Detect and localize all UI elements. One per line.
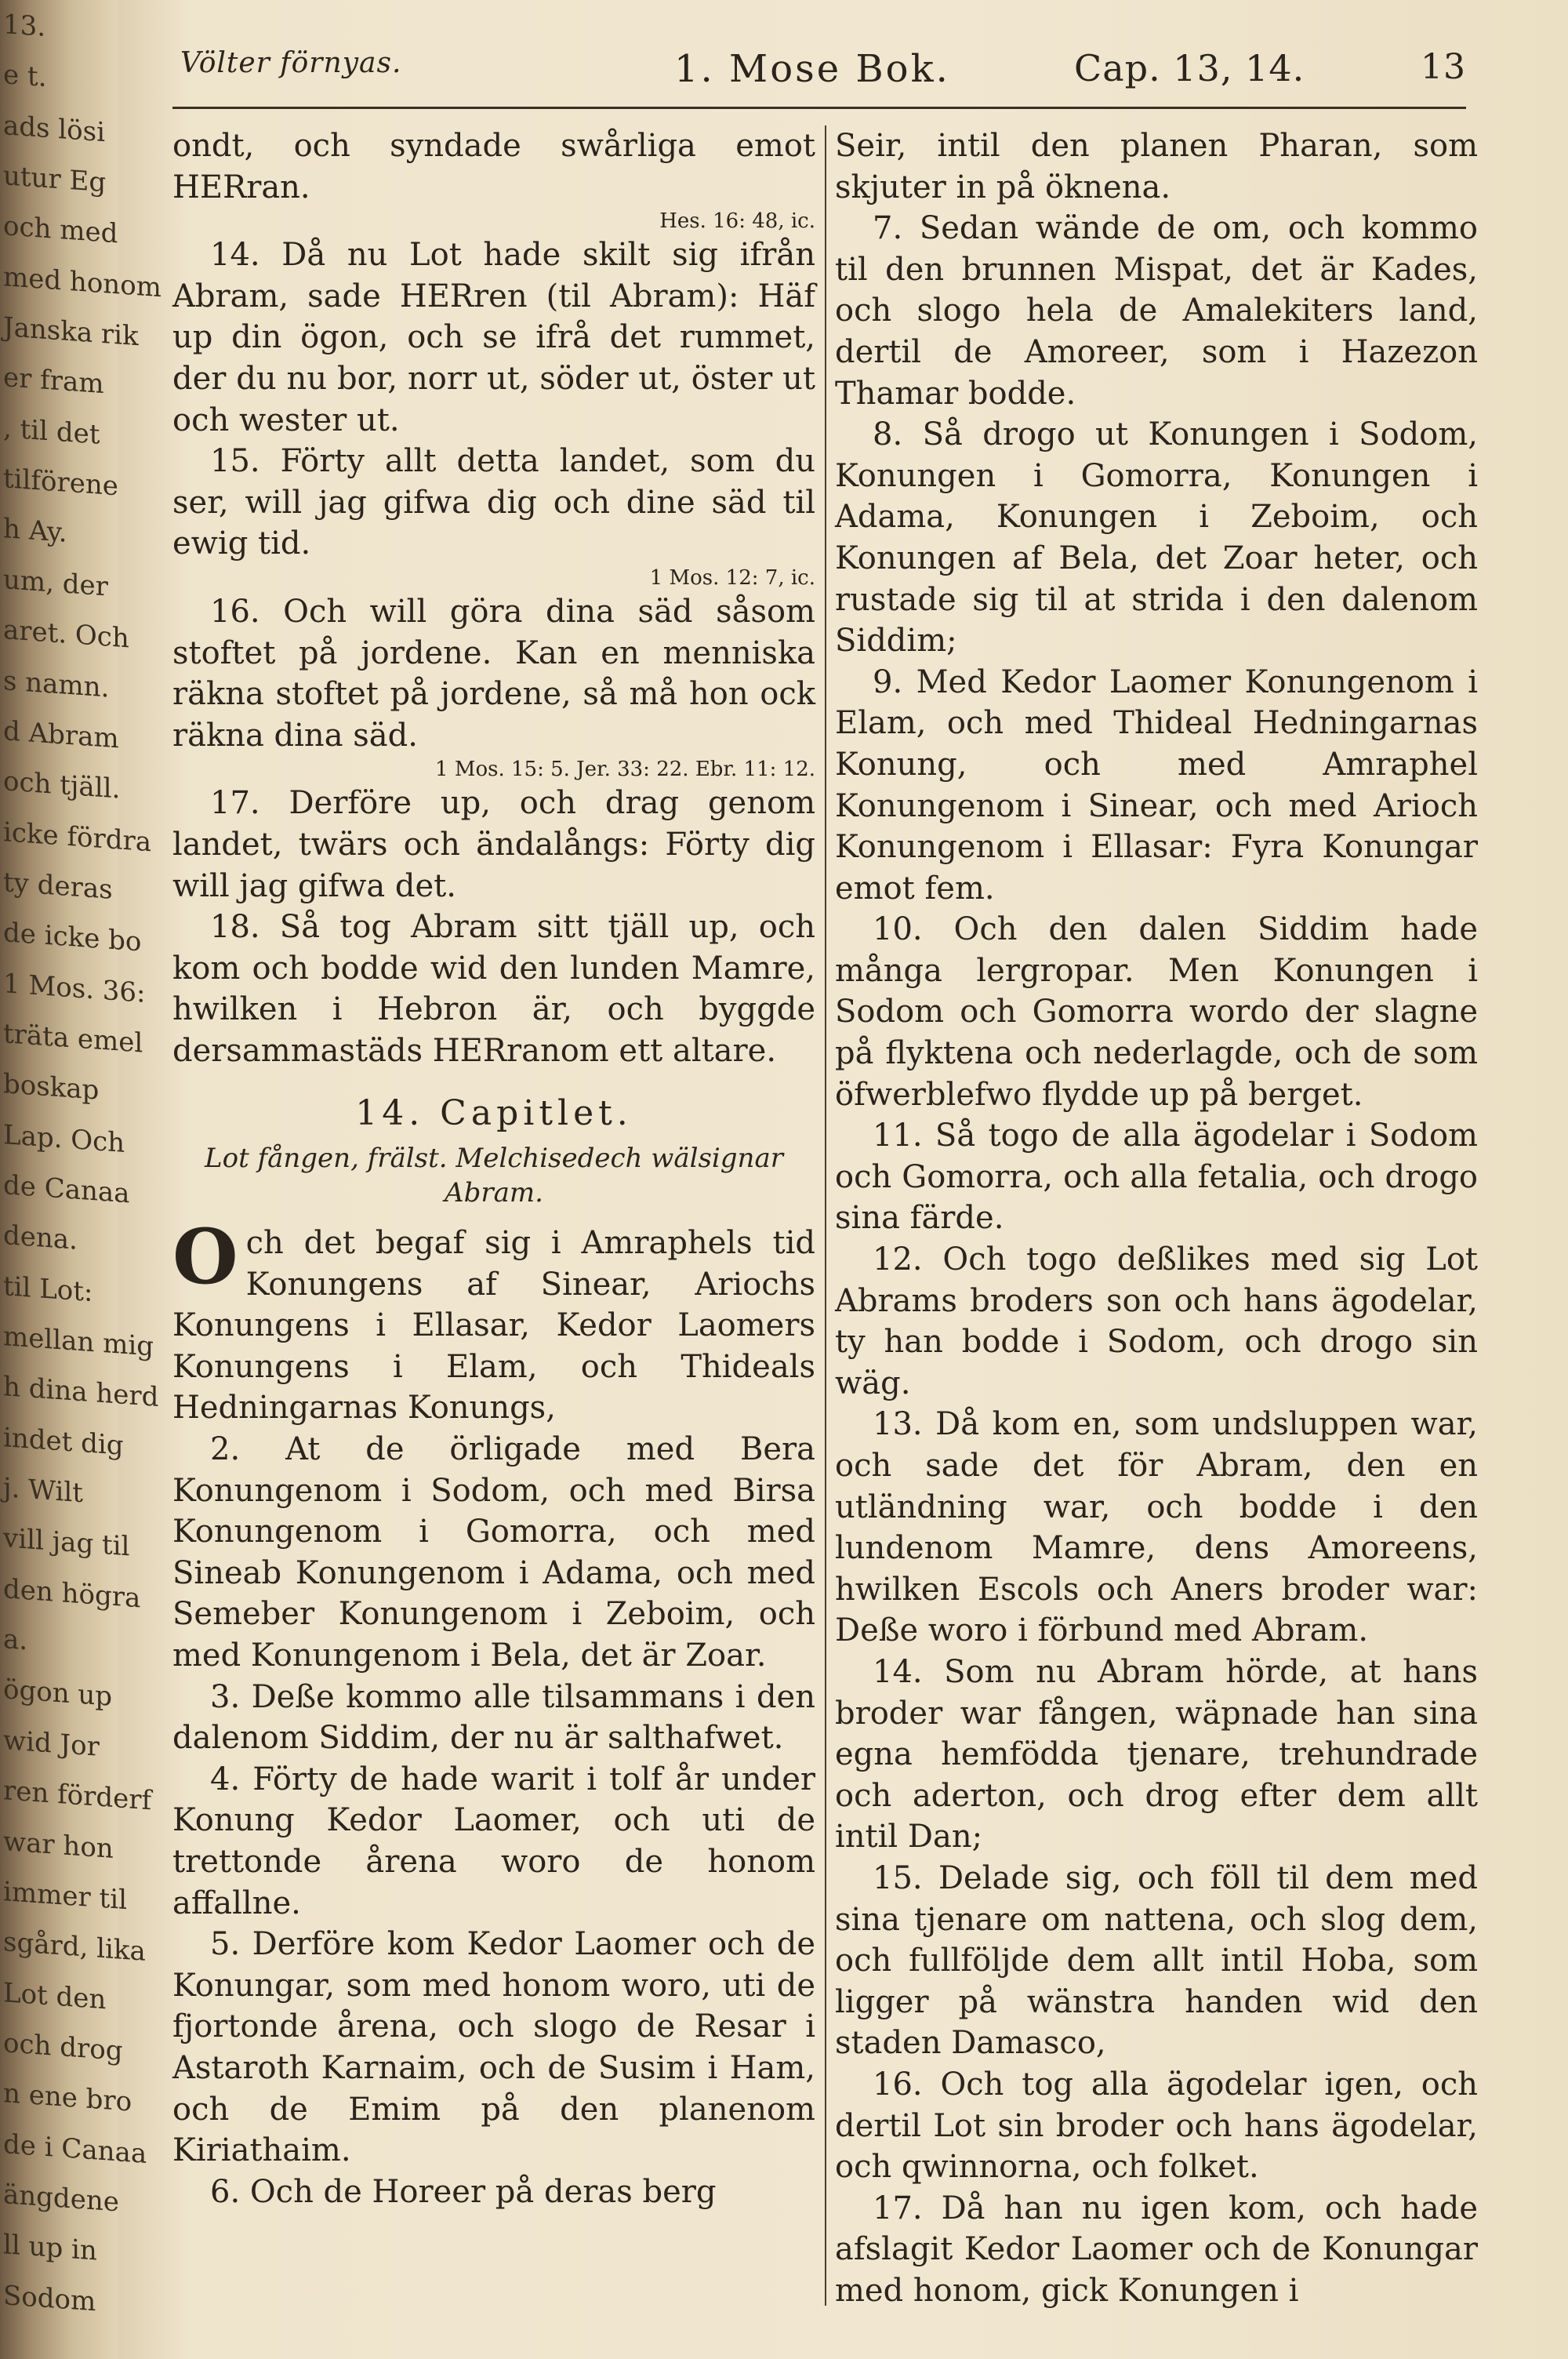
verse-15: 15. Förty allt detta landet, som du ser, will jag gifwa dig och dine säd til ewig tid. [172, 443, 815, 562]
cross-reference: Hes. 16: 48, ic. [659, 209, 815, 234]
verse-16: 16. Och will göra dina säd såsom stoftet på jordene. Kan en menniska räkna stoftet på jordene, så må hon ock räkna dina säd. [172, 593, 815, 754]
previous-page-fragment: h Ay. [3, 513, 67, 550]
left-column [172, 125, 815, 2321]
verse-6-continuation: Seir, intil den planen Pharan, som skjuter in på öknena. [835, 128, 1478, 205]
previous-page-fragment: Lap. Och [3, 1118, 125, 1159]
previous-page-fragment: ll up in [3, 2229, 97, 2267]
previous-page-fragment: aret. Och [3, 614, 129, 655]
previous-page-fragment: Lot den [3, 1976, 107, 2016]
verse-14-right: 14. Som nu Abram hörde, at hans broder war fången, wäpnade han sina egna hemfödda tjenare, trehundrade och aderton, och drog efter dem allt intil Dan; [835, 1653, 1478, 1856]
previous-page-fragment: de Canaa [3, 1169, 130, 1210]
chapter-reference: Cap. 13, 14. [1074, 47, 1305, 89]
book-title: 1. Mose Bok. [674, 47, 950, 91]
previous-page-fragment: och drog [3, 2027, 123, 2067]
previous-page-fragment: icke fördra [3, 816, 152, 858]
previous-page-fragment: ögon up [3, 1674, 113, 1714]
right-column [835, 125, 1478, 2321]
verse-1 [172, 1212, 815, 1429]
previous-page-fragment: d Abram [3, 714, 119, 755]
previous-page-fragment: immer til [3, 1875, 127, 1917]
previous-page-fragment: Janska rik [3, 311, 139, 353]
verse-5: 5. Derföre kom Kedor Laomer och de Konungar, som med honom woro, uti de fjortonde årena, och slogo de Resar i Astaroth Karnaim, och de Susim i Ham, och de Emim på den planenom Kiriathaim. [172, 1926, 815, 2169]
chapter-heading: 14. Capitlet. [355, 1093, 633, 1134]
previous-page-fragment: indet dig [3, 1421, 124, 1462]
previous-page-fragment: utur Eg [3, 160, 107, 199]
previous-page-fragment: war hon [3, 1825, 114, 1865]
book-page [172, 31, 1478, 2329]
previous-page-edge [0, 0, 162, 2359]
verse-18: 18. Så tog Abram sitt tjäll up, och kom och bodde wid den lunden Mamre, hwilken i Hebron är, och byggde dersammastäds HERranom ett altare. [172, 909, 815, 1069]
previous-page-fragment: och med [3, 210, 118, 250]
verse-9: 9. Med Kedor Laomer Konungenom i Elam, och med Thideal Hedningarnas Konung, och med Amraphel Konungenom i Sinear, och med Arioch Konungenom i Ellasar: Fyra Konungar emot fem. [835, 663, 1478, 907]
previous-page-fragment: träta emel [3, 1018, 143, 1060]
verse-16-right: 16. Och tog alla ägodelar igen, och dertil Lot sin broder och hans ägodelar, och qwinnorna, och folket. [835, 2066, 1478, 2186]
page-number: 13 [1421, 47, 1466, 87]
verse-2: 2. At de örligade med Bera Konungenom i Sodom, och med Birsa Konungenom i Gomorra, och med Sineab Konungenom i Adama, och med Semeber Konungenom i Zeboim, och med Konungenom i Bela, det är Zoar. [172, 1431, 815, 1674]
cross-reference: 1 Mos. 12: 7, ic. [649, 565, 815, 590]
verse-12: 12. Och togo deßlikes med sig Lot Abrams broders son och hans ägodelar, ty han bodde i Sodom, och drogo sin wäg. [835, 1241, 1478, 1401]
verse-17-right: 17. Då han nu igen kom, och hade afslagit Kedor Laomer och de Konungar med honom, gick Konungen i [835, 2190, 1478, 2309]
verse-3: 3. Deße kommo alle tilsammans i den dalenom Siddim, der nu är salthafwet. [172, 1678, 815, 1757]
previous-page-fragment: e t. [3, 59, 47, 94]
previous-page-fragment: den högra [3, 1572, 141, 1615]
chapter-summary: Lot fången, frälst. Melchisedech wälsignar Abram. [205, 1143, 783, 1209]
verse-6: 6. Och de Horeer på deras berg [210, 2173, 717, 2210]
drop-capital: O [172, 1212, 238, 1302]
verse-1-text: ch det begaf sig i Amraphels tid Konungens af Sinear, Ariochs Konungens i Ellasar, Kedor Laomers Konungens i Elam, och Thideals Hedningarnas Konungs, [172, 1225, 815, 1427]
cross-reference: 1 Mos. 15: 5. Jer. 33: 22. Ebr. 11: 12. [435, 758, 815, 782]
previous-page-fragment: wid Jor [3, 1724, 100, 1763]
previous-page-fragment: , til det [3, 412, 100, 451]
previous-page-fragment: n ene bro [3, 2077, 132, 2118]
verse-15-right: 15. Delade sig, och föll til dem med sina tjenare om nattena, och slog dem, och fullföljde dem allt intil Hoba, som ligger på wänstra handen wid den staden Damasco, [835, 1859, 1478, 2062]
previous-page-fragment: h dina herd [3, 1371, 159, 1414]
previous-page-fragment: Sodom [3, 2279, 96, 2318]
previous-page-fragment: a. [3, 1623, 28, 1657]
previous-page-fragment: ängdene [3, 2179, 119, 2219]
running-title-left: Völter förnyas. [180, 47, 402, 79]
previous-page-fragment: sgård, lika [3, 1926, 146, 1968]
verse-4: 4. Förty de hade warit i tolf år under Konung Kedor Laomer, och uti de trettonde årena woro de honom affallne. [172, 1761, 815, 1921]
previous-page-fragment: vill jag til [3, 1522, 130, 1563]
previous-page-fragment: til Lot: [3, 1270, 93, 1308]
previous-page-fragment: ty deras [3, 867, 113, 906]
verse-14: 14. Då nu Lot hade skilt sig ifrån Abram, sade HERren (til Abram): Häf up din ögon, och se ifrå det rummet, der du nu bor, norr ut, söder ut, öster ut och wester ut. [172, 237, 815, 438]
previous-page-fragment: er fram [3, 362, 104, 401]
previous-page-fragment: ren förderf [3, 1775, 152, 1817]
verse-10: 10. Och den dalen Siddim hade många lergropar. Men Konungen i Sodom och Gomorra wordo der slagne på flyktena och nederlagde, och de som öfwerblefwo flydde up på berget. [835, 911, 1478, 1113]
previous-page-fragment: s namn. [3, 664, 110, 704]
running-header [172, 47, 1466, 102]
previous-page-fragment: tilförene [3, 463, 118, 503]
previous-page-fragment: de icke bo [3, 917, 142, 958]
previous-page-fragment: med honom [3, 260, 162, 304]
column-divider [825, 125, 826, 2306]
previous-page-fragment: och tjäll. [3, 765, 121, 805]
previous-page-fragment: um, der [3, 563, 108, 603]
verse-text: ondt, och syndade swårliga emot HERran. [172, 128, 815, 205]
previous-page-fragment: de i Canaa [3, 2128, 147, 2170]
previous-page-fragment: boskap [3, 1068, 100, 1107]
previous-page-fragment: 13. [3, 9, 46, 43]
verse-17: 17. Derföre up, och drag genom landet, twärs och ändalångs: Förty dig will jag gifwa det. [172, 785, 815, 904]
verse-11: 11. Så togo de alla ägodelar i Sodom och Gomorra, och alla fetalia, och drogo sina färde. [835, 1118, 1478, 1237]
previous-page-fragment: j. Wilt [3, 1472, 83, 1510]
verse-13: 13. Då kom en, som undsluppen war, och sade det för Abram, den en utländning war, och bodde i den lundenom Mamre, dens Amoreens, hwilken Escols och Aners broder war: Deße woro i förbund med Abram. [835, 1406, 1478, 1649]
previous-page-fragment: mellan mig [3, 1321, 154, 1363]
verse-8: 8. Så drogo ut Konungen i Sodom, Konungen i Gomorra, Konungen i Adama, Konungen i Zeboim, och Konungen af Bela, det Zoar heter, och rustade sig til at strida i den dalenom Siddim; [835, 416, 1478, 660]
previous-page-fragment: dena. [3, 1219, 78, 1257]
previous-page-fragment: 1 Mos. 36: [3, 967, 146, 1009]
verse-7: 7. Sedan wände de om, och kommo til den brunnen Mispat, det är Kades, och slogo hela de Amalekiters land, dertil de Amoreer, som i Hazezon Thamar bodde. [835, 210, 1478, 412]
header-rule [172, 107, 1466, 109]
previous-page-fragment: ads lösi [3, 109, 105, 148]
